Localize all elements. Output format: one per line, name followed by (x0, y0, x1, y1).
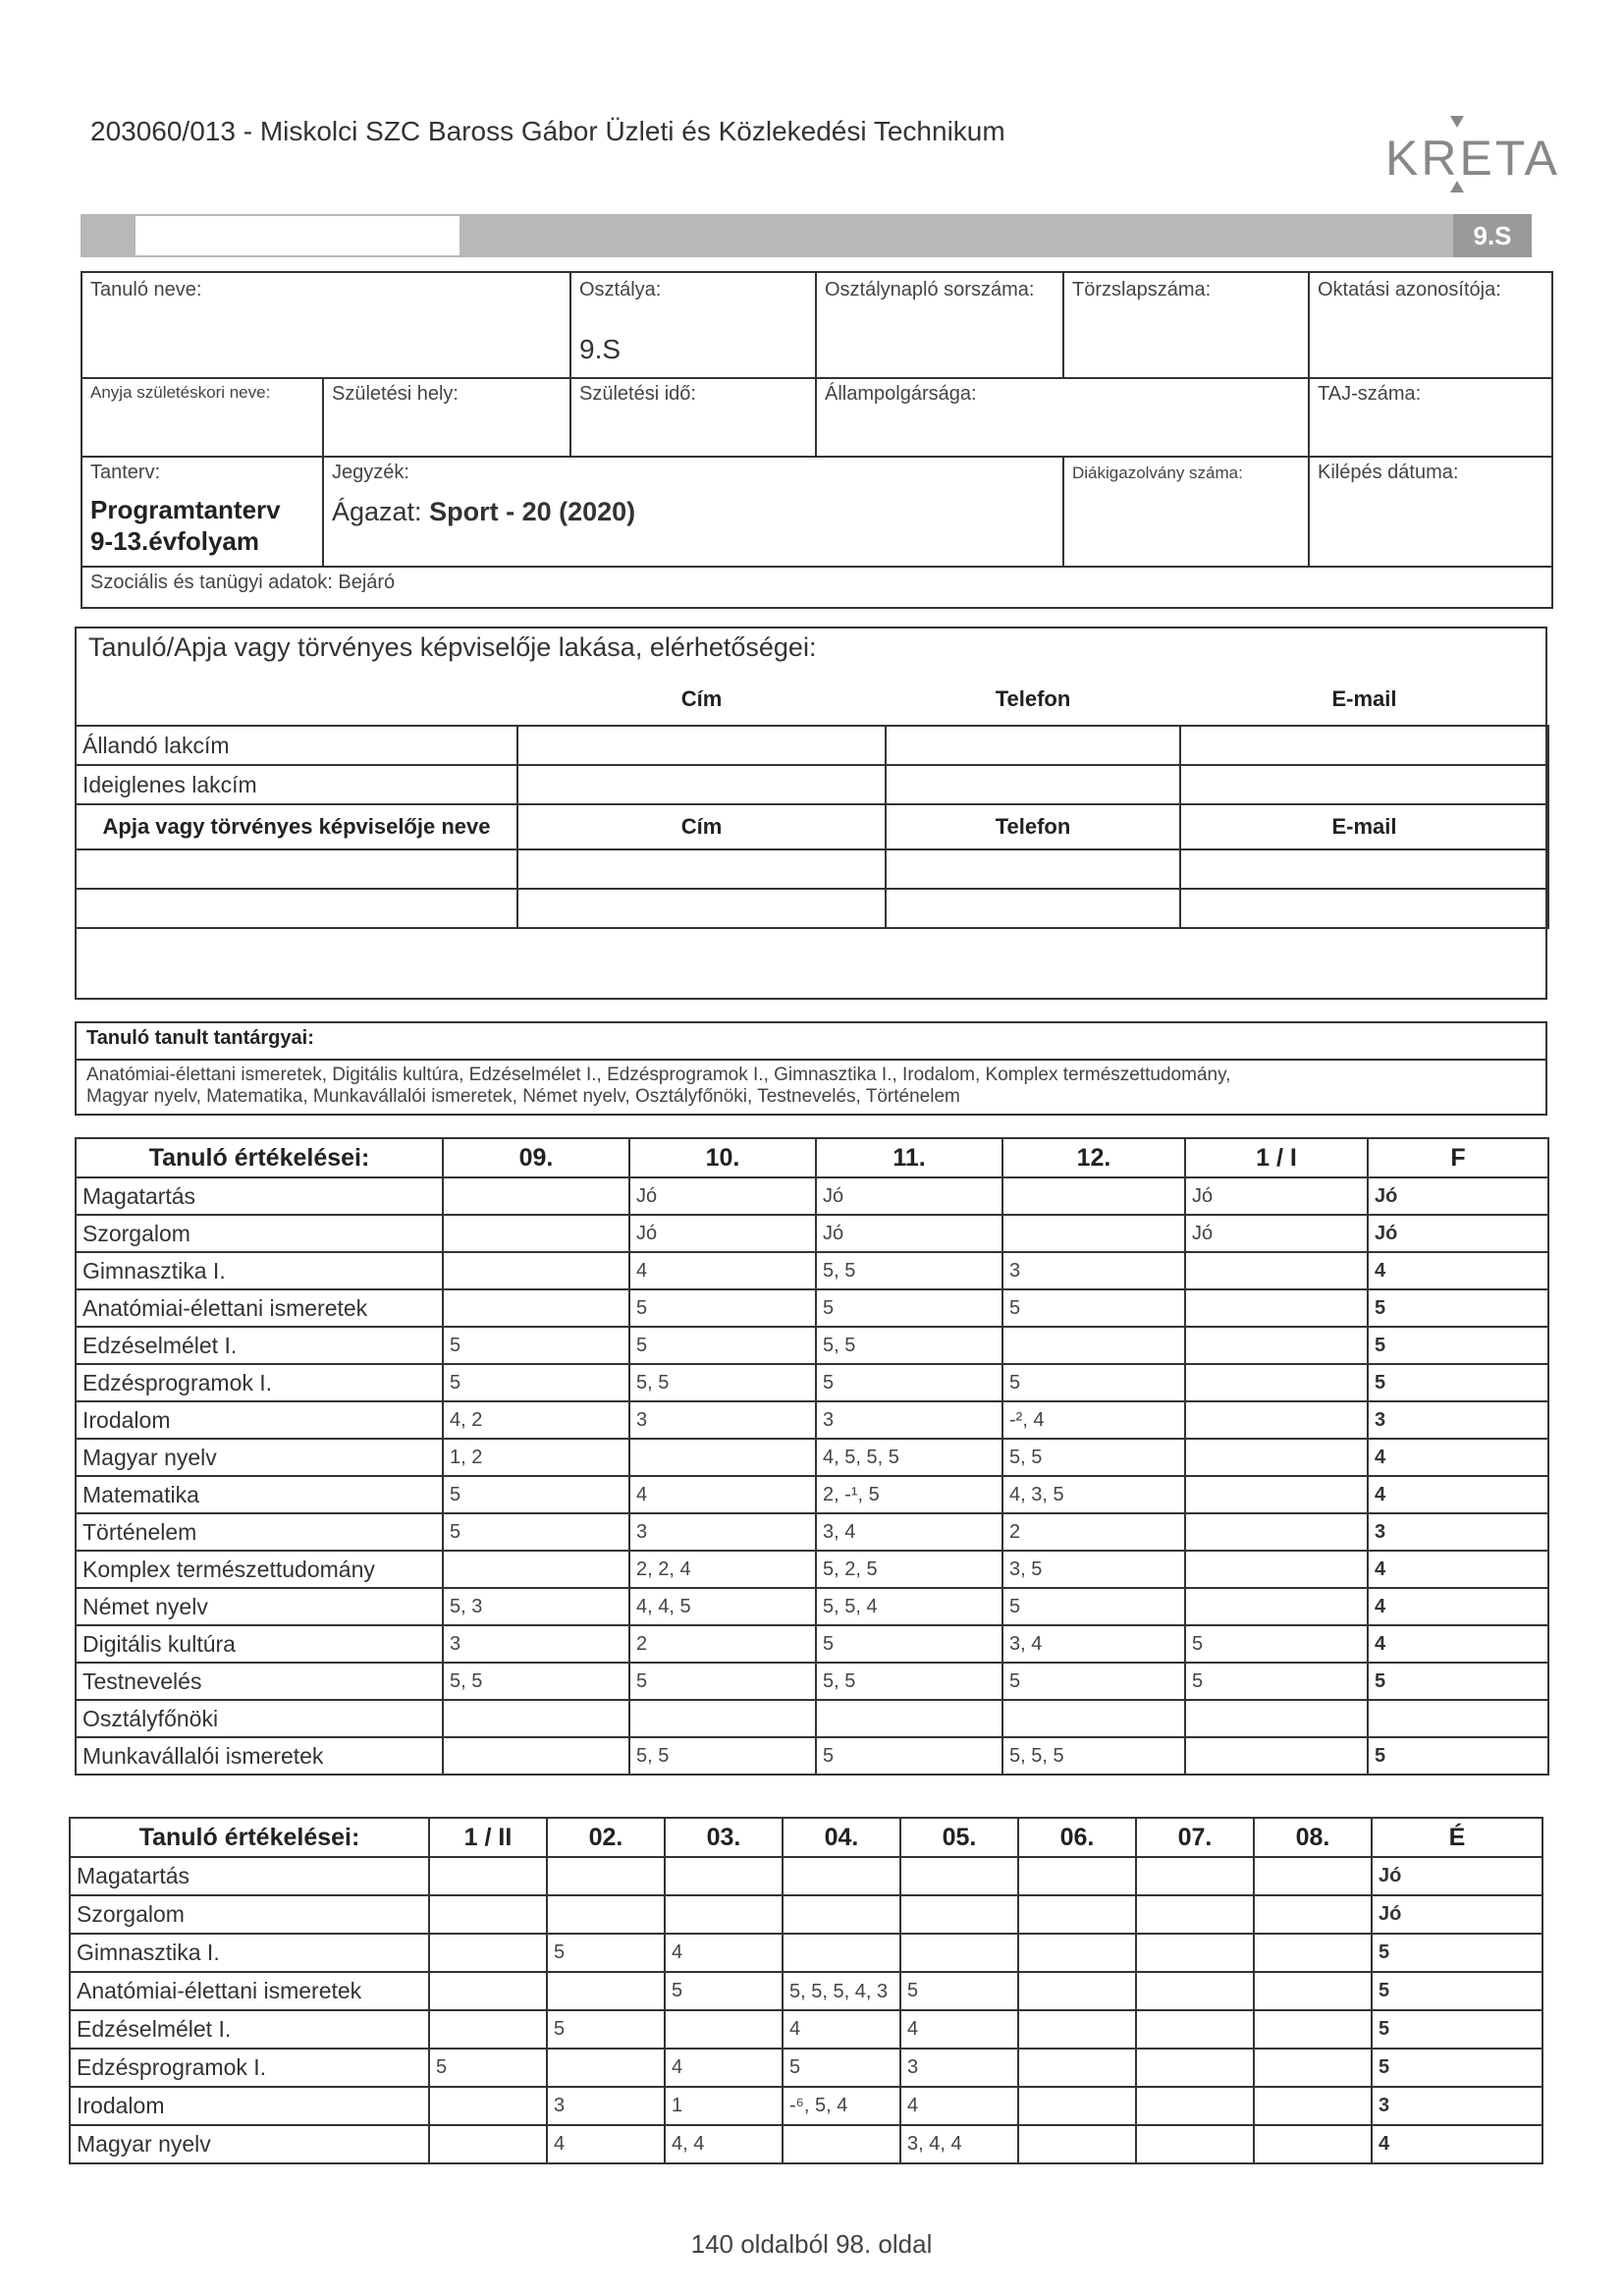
temporary-label: Ideiglenes lakcím (76, 765, 517, 804)
table-row (70, 2087, 1542, 2125)
grade-cell: 4 (629, 1476, 816, 1513)
guardian-col-email: E-mail (1180, 804, 1548, 849)
final-grade: 5 (1372, 1934, 1542, 1972)
contact-title: Tanuló/Apja vagy törvényes képviselője lakása, elérhetőségei: (88, 632, 817, 662)
final-grade: 5 (1368, 1663, 1548, 1700)
final-grade: 4 (1368, 1551, 1548, 1588)
guardian-col-address: Cím (517, 804, 886, 849)
grade-cell (900, 1934, 1018, 1972)
grade-cell (900, 1895, 1018, 1934)
branch (324, 493, 643, 531)
journal-label: Osztálynapló sorszáma: (825, 279, 1035, 301)
grade-cell: Jó (629, 1177, 816, 1215)
grade-cell (1254, 2049, 1372, 2087)
subject-name: Magatartás (76, 1177, 443, 1215)
grade-cell (429, 2010, 547, 2049)
class-value: 9.S (579, 334, 622, 364)
grade-cell (1002, 1327, 1185, 1364)
grade-cell: Jó (1185, 1177, 1368, 1215)
temporary-address-row (76, 765, 1548, 804)
grade-cell: 5 (629, 1663, 816, 1700)
table-row (76, 1625, 1548, 1663)
grade-cell (1018, 2125, 1136, 2163)
grade-cell (629, 1700, 816, 1737)
student-data-box (81, 271, 1553, 609)
kreta-logo (1385, 116, 1560, 194)
final-grade: 4 (1368, 1252, 1548, 1289)
grade-cell: 5 (547, 2010, 665, 2049)
page-number: 140 oldalból 98. oldal (690, 2229, 933, 2259)
subjects-title: Tanuló tanult tantárgyai: (86, 1027, 314, 1049)
period-header: 10. (629, 1138, 816, 1177)
subject-name: Irodalom (70, 2087, 429, 2125)
guardian-header-row (76, 804, 1548, 849)
final-grade: 3 (1372, 2087, 1542, 2125)
col-email: E-mail (1180, 674, 1548, 726)
col-address: Cím (517, 674, 886, 726)
table-row (76, 1551, 1548, 1588)
subjects-line-2: Magyar nyelv, Matematika, Munkavállalói ismeretek, Német nyelv, Osztályfőnöki, Testnevelés, Történelem (86, 1086, 960, 1107)
grade-cell (1018, 1857, 1136, 1895)
table-row (70, 2010, 1542, 2049)
grade-cell (1002, 1177, 1185, 1215)
grade-cell: 5 (665, 1972, 783, 2010)
grade-cell (783, 1934, 900, 1972)
table-row (76, 1177, 1548, 1215)
grade-cell: -², 4 (1002, 1401, 1185, 1439)
period-header: 06. (1018, 1818, 1136, 1857)
subject-name: Digitális kultúra (76, 1625, 443, 1663)
grade-cell: 5 (816, 1625, 1002, 1663)
grade-cell (1185, 1327, 1368, 1364)
social-data: Szociális és tanügyi adatok: Bejáró (90, 572, 396, 593)
subject-name: Anatómiai-élettani ismeretek (76, 1289, 443, 1327)
grade-cell: 5, 5 (816, 1663, 1002, 1700)
table-row (70, 2049, 1542, 2087)
final-grade: 5 (1372, 2049, 1542, 2087)
grade-cell: 2, -¹, 5 (816, 1476, 1002, 1513)
grade-cell: 4, 4, 5 (629, 1588, 816, 1625)
grade-cell: 4 (665, 2049, 783, 2087)
subjects-line-1: Anatómiai-élettani ismeretek, Digitális kultúra, Edzéselmélet I., Edzésprogramok I., Gimnasztika I., Irodalom, Komplex természettudomány, (86, 1065, 1231, 1085)
grade-cell (1002, 1215, 1185, 1252)
grade-cell (1185, 1476, 1368, 1513)
grade-cell (1254, 1857, 1372, 1895)
grades-header-row (76, 1138, 1548, 1177)
period-header: 1 / II (429, 1818, 547, 1857)
grade-cell (1136, 1857, 1254, 1895)
grade-cell (1185, 1439, 1368, 1476)
grade-cell (816, 1700, 1002, 1737)
grade-cell (1185, 1551, 1368, 1588)
grade-cell: 1, 2 (443, 1439, 629, 1476)
final-grade: 5 (1368, 1289, 1548, 1327)
grade-cell (1185, 1289, 1368, 1327)
period-header: 08. (1254, 1818, 1372, 1857)
grade-cell: 5 (1185, 1663, 1368, 1700)
subject-name: Matematika (76, 1476, 443, 1513)
grade-cell: 5 (443, 1364, 629, 1401)
grade-cell (665, 2010, 783, 2049)
grade-cell (1254, 2087, 1372, 2125)
final-grade: Jó (1368, 1215, 1548, 1252)
table-row (76, 1663, 1548, 1700)
grade-cell: 4 (547, 2125, 665, 2163)
subject-name: Edzéselmélet I. (70, 2010, 429, 2049)
class-badge: 9.S (1453, 214, 1532, 257)
grade-cell: 5 (1185, 1625, 1368, 1663)
grade-cell: 5 (1002, 1364, 1185, 1401)
student-card-label: Diákigazolvány száma: (1072, 464, 1243, 482)
final-grade: Jó (1368, 1177, 1548, 1215)
branch-prefix: Ágazat: (332, 497, 422, 526)
subject-name: Testnevelés (76, 1663, 443, 1700)
grade-cell (547, 1857, 665, 1895)
grade-cell: Jó (816, 1177, 1002, 1215)
grade-cell (783, 1895, 900, 1934)
permanent-label: Állandó lakcím (76, 726, 517, 765)
grade-cell (1136, 2125, 1254, 2163)
evaluations-header: Tanuló értékelései: (76, 1138, 443, 1177)
table-row (70, 1934, 1542, 1972)
grade-cell: 4, 2 (443, 1401, 629, 1439)
grade-cell: 5 (629, 1289, 816, 1327)
period-header: 11. (816, 1138, 1002, 1177)
citizenship-label: Állampolgársága: (825, 383, 977, 405)
final-grade: 5 (1372, 2010, 1542, 2049)
table-row (76, 1327, 1548, 1364)
grade-cell: 5 (900, 1972, 1018, 2010)
birthdate-label: Születési idő: (579, 383, 696, 405)
grade-cell: 4, 5, 5, 5 (816, 1439, 1002, 1476)
grade-cell (1254, 1895, 1372, 1934)
final-grade: Jó (1372, 1895, 1542, 1934)
table-row (76, 1289, 1548, 1327)
curriculum-label: Tanterv: (90, 462, 161, 483)
final-grade: 3 (1368, 1401, 1548, 1439)
grade-cell (1136, 2049, 1254, 2087)
grade-cell: 2 (629, 1625, 816, 1663)
branch-value: Sport - 20 (2020) (429, 497, 636, 526)
mother-name-label: Anyja születéskori neve: (90, 383, 271, 402)
grade-cell (429, 2125, 547, 2163)
final-grade: 4 (1372, 2125, 1542, 2163)
curriculum-value: Programtanterv (90, 495, 281, 524)
guardian-row (76, 889, 1548, 928)
grade-cell: 4 (900, 2087, 1018, 2125)
period-header: F (1368, 1138, 1548, 1177)
subject-name: Irodalom (76, 1401, 443, 1439)
subject-name: Német nyelv (76, 1588, 443, 1625)
subject-name: Magatartás (70, 1857, 429, 1895)
grade-cell: 3, 4 (1002, 1625, 1185, 1663)
grade-cell: Jó (1185, 1215, 1368, 1252)
grade-cell (443, 1215, 629, 1252)
grade-cell: 5, 3 (443, 1588, 629, 1625)
table-row (76, 1401, 1548, 1439)
final-grade: Jó (1372, 1857, 1542, 1895)
grade-cell: 3 (443, 1625, 629, 1663)
grade-cell: 5 (816, 1737, 1002, 1775)
table-row (76, 1737, 1548, 1775)
grade-cell: 5 (1002, 1588, 1185, 1625)
grade-cell: 5, 5 (816, 1327, 1002, 1364)
grade-cell (1185, 1252, 1368, 1289)
grade-cell: 3 (629, 1401, 816, 1439)
taj-label: TAJ-száma: (1318, 383, 1422, 405)
grade-cell (629, 1439, 816, 1476)
grade-cell (1018, 2049, 1136, 2087)
grades-header-row (70, 1818, 1542, 1857)
table-row (76, 1439, 1548, 1476)
subject-name: Munkavállalói ismeretek (76, 1737, 443, 1775)
birthplace-label: Születési hely: (332, 383, 459, 405)
curriculum-years: 9-13.évfolyam (90, 526, 259, 556)
contact-header-row (76, 674, 1548, 726)
table-row (70, 2125, 1542, 2163)
grade-cell: 5 (816, 1364, 1002, 1401)
subject-name: Gimnasztika I. (76, 1252, 443, 1289)
period-header: 03. (665, 1818, 783, 1857)
grade-cell (1185, 1513, 1368, 1551)
grade-cell (547, 1895, 665, 1934)
period-header: É (1372, 1818, 1542, 1857)
period-header: 1 / I (1185, 1138, 1368, 1177)
table-row (70, 1857, 1542, 1895)
grade-cell (1136, 2087, 1254, 2125)
subject-name: Edzésprogramok I. (70, 2049, 429, 2087)
school-name: 203060/013 - Miskolci SZC Baross Gábor Üzleti és Közlekedési Technikum (90, 116, 1005, 146)
subject-name: Komplex természettudomány (76, 1551, 443, 1588)
grade-cell: 5 (443, 1327, 629, 1364)
grade-cell: 1 (665, 2087, 783, 2125)
guardian-row (76, 849, 1548, 889)
grade-cell: 5, 5 (1002, 1439, 1185, 1476)
period-header: 02. (547, 1818, 665, 1857)
grade-cell (1254, 1972, 1372, 2010)
grade-cell (1185, 1700, 1368, 1737)
grade-cell (443, 1252, 629, 1289)
table-row (76, 1513, 1548, 1551)
period-header: 05. (900, 1818, 1018, 1857)
final-grade: 4 (1368, 1439, 1548, 1476)
subject-name: Magyar nyelv (70, 2125, 429, 2163)
grade-cell (1018, 1895, 1136, 1934)
grade-cell (1185, 1737, 1368, 1775)
edu-id-label: Oktatási azonosítója: (1318, 279, 1501, 301)
final-grade: 5 (1372, 1972, 1542, 2010)
grade-cell (429, 1934, 547, 1972)
grade-cell: 5 (547, 1934, 665, 1972)
register-list-label: Jegyzék: (332, 462, 409, 483)
logo-text: KRETA (1385, 131, 1560, 186)
grade-cell (1254, 1934, 1372, 1972)
table-row (76, 1252, 1548, 1289)
exit-date-label: Kilépés dátuma: (1318, 462, 1459, 483)
grade-cell: 5 (1002, 1663, 1185, 1700)
table-row (76, 1364, 1548, 1401)
grade-cell: 5, 5, 4 (816, 1588, 1002, 1625)
register-label: Törzslapszáma: (1072, 279, 1212, 301)
grade-cell: 5, 5 (629, 1364, 816, 1401)
header-bar (81, 214, 1532, 257)
logo-triangle-icon (1450, 116, 1464, 128)
grade-cell: 4 (783, 2010, 900, 2049)
grade-cell: 5 (443, 1513, 629, 1551)
grade-cell (665, 1895, 783, 1934)
subject-name: Magyar nyelv (76, 1439, 443, 1476)
table-row (76, 1476, 1548, 1513)
grade-cell: 3 (816, 1401, 1002, 1439)
grade-cell (429, 1972, 547, 2010)
period-header: 07. (1136, 1818, 1254, 1857)
grade-cell: 3 (547, 2087, 665, 2125)
period-header: 09. (443, 1138, 629, 1177)
table-row (70, 1895, 1542, 1934)
evaluations-header: Tanuló értékelései: (70, 1818, 429, 1857)
grade-cell: 3, 4, 4 (900, 2125, 1018, 2163)
final-grade: 5 (1368, 1737, 1548, 1775)
grade-cell: -⁶, 5, 4 (783, 2087, 900, 2125)
grades-table-2 (69, 1817, 1543, 2164)
grades-table-1 (75, 1137, 1549, 1776)
table-row (70, 1972, 1542, 2010)
grade-cell: 5, 5 (816, 1252, 1002, 1289)
grade-cell (783, 2125, 900, 2163)
grade-cell (1136, 2010, 1254, 2049)
grade-cell (900, 1857, 1018, 1895)
subject-name: Történelem (76, 1513, 443, 1551)
subject-name: Szorgalom (76, 1215, 443, 1252)
permanent-address-row (76, 726, 1548, 765)
grade-cell: 5 (629, 1327, 816, 1364)
grade-cell (1185, 1588, 1368, 1625)
logo-triangle-icon (1450, 181, 1464, 192)
grade-cell: 3 (1002, 1252, 1185, 1289)
grade-cell (429, 2087, 547, 2125)
grade-cell (429, 1857, 547, 1895)
grade-cell: 2, 2, 4 (629, 1551, 816, 1588)
subject-name: Osztályfőnöki (76, 1700, 443, 1737)
final-grade: 5 (1368, 1327, 1548, 1364)
grade-cell: 5, 5 (629, 1737, 816, 1775)
grade-cell (1136, 1895, 1254, 1934)
grade-cell: 5 (1002, 1289, 1185, 1327)
grade-cell: 4 (665, 1934, 783, 1972)
grade-cell: Jó (816, 1215, 1002, 1252)
grade-cell: 4 (900, 2010, 1018, 2049)
subject-name: Edzéselmélet I. (76, 1327, 443, 1364)
grade-cell (1002, 1700, 1185, 1737)
grade-cell: 3 (629, 1513, 816, 1551)
name-field-blank (135, 216, 460, 255)
grade-cell: 4, 4 (665, 2125, 783, 2163)
grade-cell (1136, 1972, 1254, 2010)
grade-cell (443, 1551, 629, 1588)
grade-cell (783, 1857, 900, 1895)
final-grade: 5 (1368, 1364, 1548, 1401)
student-name-label: Tanuló neve: (90, 279, 202, 301)
contact-table (75, 674, 1549, 929)
grade-cell (1018, 1972, 1136, 2010)
grade-cell: 3, 5 (1002, 1551, 1185, 1588)
final-grade: 4 (1368, 1588, 1548, 1625)
period-header: 12. (1002, 1138, 1185, 1177)
grade-cell (547, 2049, 665, 2087)
subject-name: Gimnasztika I. (70, 1934, 429, 1972)
grade-cell (1254, 2010, 1372, 2049)
grade-cell: 4 (629, 1252, 816, 1289)
grade-cell (1136, 1934, 1254, 1972)
grade-cell (665, 1857, 783, 1895)
grade-cell: 5 (783, 2049, 900, 2087)
guardian-col-phone: Telefon (886, 804, 1180, 849)
table-row (76, 1588, 1548, 1625)
grade-cell (547, 1972, 665, 2010)
subject-name: Edzésprogramok I. (76, 1364, 443, 1401)
grade-cell (1018, 1934, 1136, 1972)
grade-cell: 5, 5 (443, 1663, 629, 1700)
grade-cell (429, 1895, 547, 1934)
subject-name: Anatómiai-élettani ismeretek (70, 1972, 429, 2010)
grade-cell: 5, 5, 5, 4, 3 (783, 1972, 900, 2010)
grade-cell: Jó (629, 1215, 816, 1252)
grade-cell: 4, 3, 5 (1002, 1476, 1185, 1513)
table-row (76, 1215, 1548, 1252)
grade-cell: 5 (429, 2049, 547, 2087)
grade-cell: 3, 4 (816, 1513, 1002, 1551)
grade-cell (1254, 2125, 1372, 2163)
grade-cell (443, 1289, 629, 1327)
grade-cell (443, 1700, 629, 1737)
grade-cell: 3 (900, 2049, 1018, 2087)
grade-cell (1018, 2010, 1136, 2049)
final-grade: 3 (1368, 1513, 1548, 1551)
guardian-header: Apja vagy törvényes képviselője neve (76, 804, 517, 849)
period-header: 04. (783, 1818, 900, 1857)
grade-cell: 5 (816, 1289, 1002, 1327)
grade-cell (443, 1177, 629, 1215)
grade-cell: 5, 2, 5 (816, 1551, 1002, 1588)
final-grade (1368, 1700, 1548, 1737)
final-grade: 4 (1368, 1476, 1548, 1513)
grade-cell (443, 1737, 629, 1775)
grade-cell: 5, 5, 5 (1002, 1737, 1185, 1775)
grade-cell (1018, 2087, 1136, 2125)
col-phone: Telefon (886, 674, 1180, 726)
grade-cell: 2 (1002, 1513, 1185, 1551)
subject-name: Szorgalom (70, 1895, 429, 1934)
grade-cell (1185, 1364, 1368, 1401)
class-label: Osztálya: (579, 279, 662, 301)
grade-cell: 5 (443, 1476, 629, 1513)
grade-cell (1185, 1401, 1368, 1439)
final-grade: 4 (1368, 1625, 1548, 1663)
table-row (76, 1700, 1548, 1737)
